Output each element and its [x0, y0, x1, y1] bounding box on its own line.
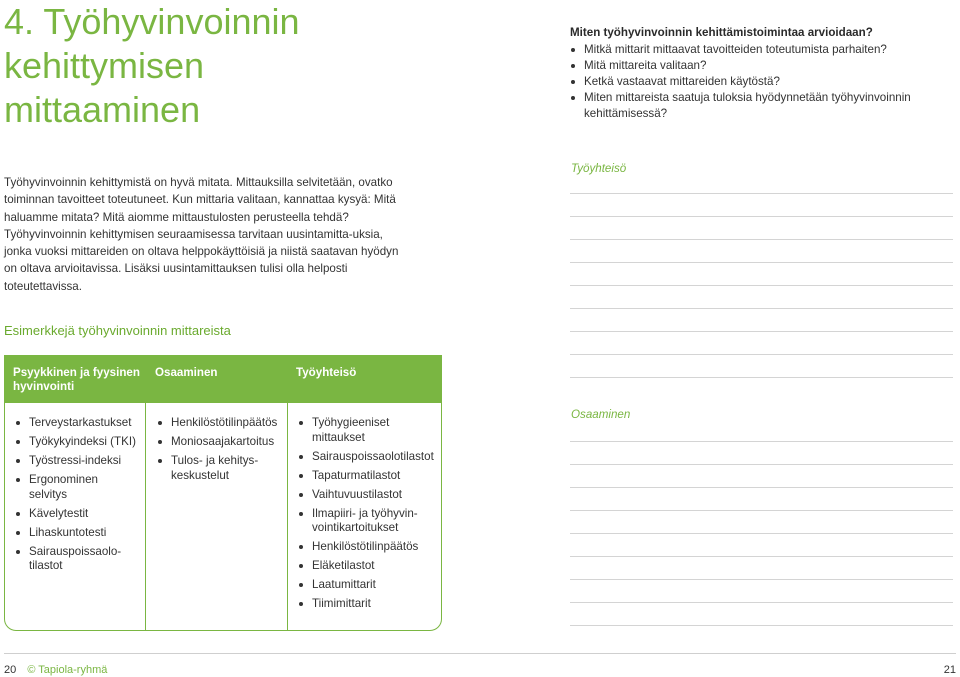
list-item: Terveystarkastukset [13, 416, 139, 431]
question-item: Mitkä mittarit mittaavat tavoitteiden toteutumista parhaiten? [570, 42, 950, 58]
note-line [570, 625, 953, 626]
table-column [155, 416, 283, 488]
questions-list [570, 42, 950, 122]
question-item: Miten mittareista saatuja tuloksia hyödynnetään työhyvinvoinnin kehittämisessä? [570, 90, 950, 122]
note-line [570, 510, 953, 511]
note-line [570, 579, 953, 580]
list-item: Laatumittarit [296, 578, 438, 593]
list-item: Henkilöstötilinpäätös [296, 540, 438, 555]
note-line [570, 533, 953, 534]
page-number-right: 21 [943, 664, 956, 676]
note-line [570, 487, 953, 488]
note-line [570, 377, 953, 378]
table-header-cell: Psyykkinen ja fyysinen hyvinvointi [13, 366, 140, 393]
list-item: Sairauspoissaolotilastot [296, 450, 438, 465]
list-item: Tulos- ja kehitys-keskustelut [155, 454, 261, 483]
list-item: Työkykyindeksi (TKI) [13, 435, 139, 450]
footer-left [4, 664, 107, 676]
note-line [570, 262, 953, 263]
note-line [570, 464, 953, 465]
question-item: Mitä mittareita valitaan? [570, 58, 950, 74]
list-item: Vaihtuvuustilastot [296, 488, 438, 503]
footer-divider [4, 653, 956, 654]
question-item: Ketkä vastaavat mittareiden käytöstä? [570, 74, 950, 90]
note-line [570, 239, 953, 240]
column-divider [287, 403, 288, 630]
list-item: Lihaskuntotesti [13, 526, 139, 541]
table-column [296, 416, 438, 616]
note-line [570, 354, 953, 355]
examples-table [4, 355, 442, 631]
note-line [570, 331, 953, 332]
table-column [13, 416, 139, 578]
list-item: Moniosaajakartoitus [155, 435, 283, 450]
list-item: Kävelytestit [13, 507, 139, 522]
title-line: 4. Työhyvinvoinnin [4, 1, 300, 42]
note-line [570, 193, 953, 194]
list-item: Eläketilastot [296, 559, 438, 574]
note-line [570, 216, 953, 217]
list-item: Sairauspoissaolo-tilastot [13, 545, 109, 574]
table-header [5, 356, 441, 403]
note-line [570, 441, 953, 442]
list-item: Työstressi-indeksi [13, 454, 139, 469]
note-line [570, 602, 953, 603]
list-item: Tapaturmatilastot [296, 469, 438, 484]
table-header-cell: Osaaminen [155, 366, 218, 379]
brand-copyright: © Tapiola-ryhmä [27, 664, 108, 676]
list-item: Tiimimittarit [296, 597, 438, 612]
title-line: mittaaminen [4, 89, 201, 130]
examples-heading: Esimerkkejä työhyvinvoinnin mittareista [4, 323, 231, 338]
note-line [570, 285, 953, 286]
page-title [4, 0, 324, 132]
questions-block [570, 25, 950, 122]
title-line: kehittymisen [4, 45, 205, 86]
intro-paragraph: Työhyvinvoinnin kehittymistä on hyvä mitata. Mittauksilla selvitetään, ovatko toiminnan tavoitteet toteutuneet. Kun mittaria valitaan, kannattaa kysyä: Mitä haluamme mitata? Mitä aiomme mittaustulosten perusteella tehdä? Työhyvinvoinnin kehittymisen seuraamisessa tarvitaan uusintamitta-uksia, jonka vuoksi mittareiden on oltava helppokäyttöisiä ja niistä saatavan hyödyn on oltava arvioitavissa. Lisäksi uusintamittauksen tulisi olla helposti toteutettavissa. [4, 176, 399, 293]
list-item: Ilmapiiri- ja työhyvin-vointikartoitukset [296, 507, 422, 536]
table-header-cell: Työyhteisö [296, 366, 357, 379]
column-divider [145, 403, 146, 630]
list-item: Ergonominen selvitys [13, 473, 139, 502]
note-line [570, 556, 953, 557]
notes-label: Osaaminen [571, 408, 631, 421]
list-item: Henkilöstötilinpäätös [155, 416, 283, 431]
page-number-left: 20 [4, 664, 17, 676]
notes-label: Työyhteisö [571, 162, 627, 175]
questions-heading: Miten työhyvinvoinnin kehittämistoimintaa arvioidaan? [570, 26, 873, 39]
list-item: Työhygieeniset mittaukset [296, 416, 402, 445]
note-line [570, 308, 953, 309]
